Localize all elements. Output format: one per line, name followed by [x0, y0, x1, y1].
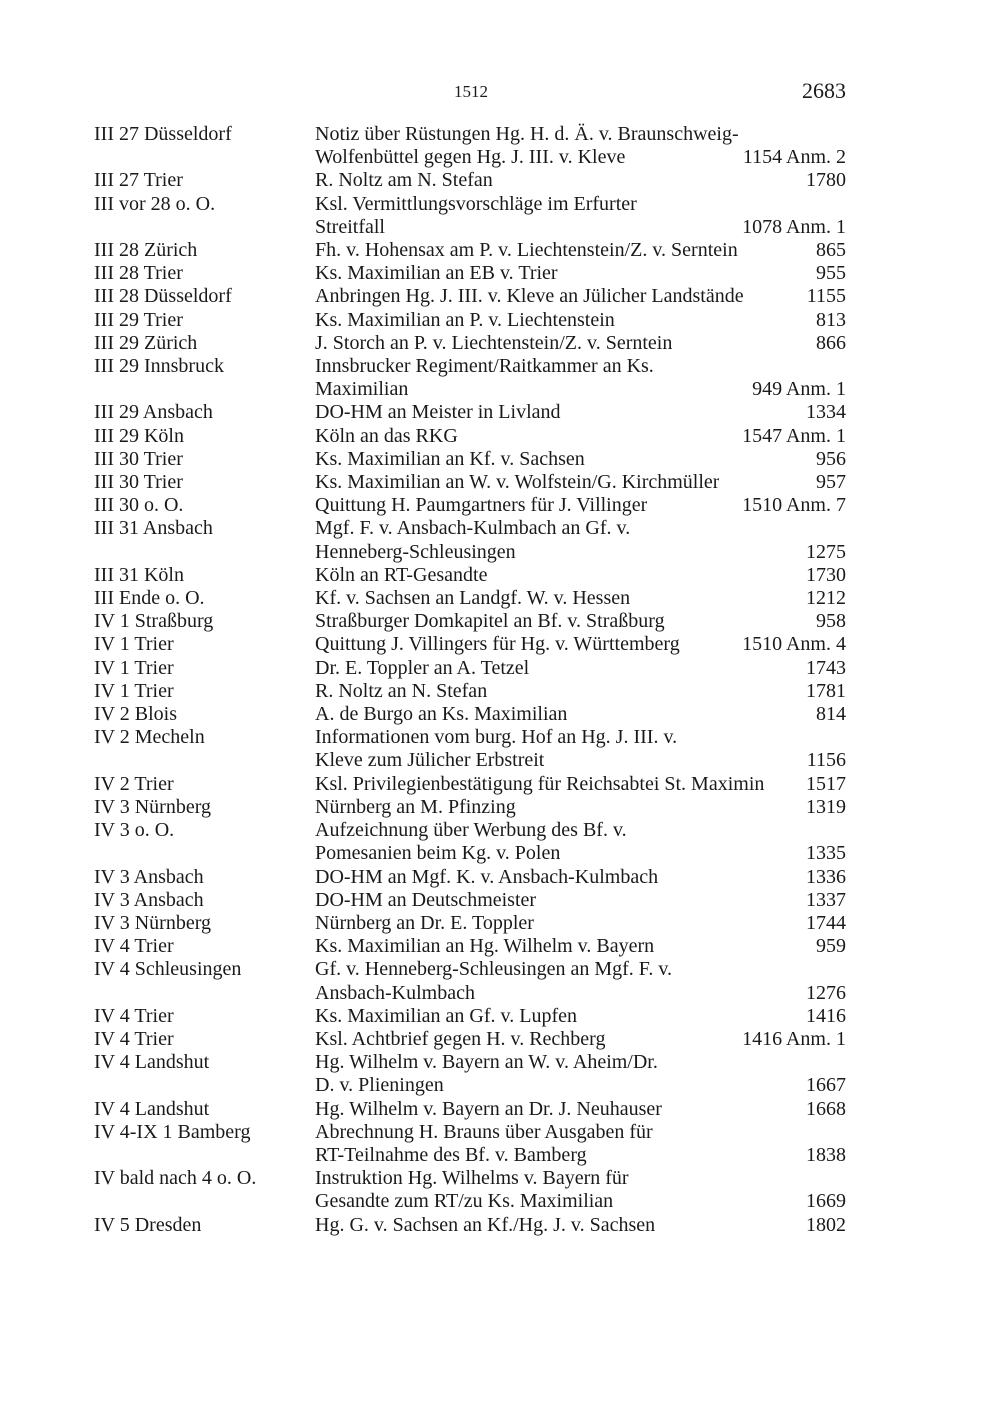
entry-date: III 29 Ansbach	[94, 401, 213, 424]
entry-date: III 30 o. O.	[94, 494, 184, 517]
entry-text: Ks. Maximilian an Hg. Wilhelm v. Bayern	[315, 935, 655, 958]
entry-date: IV 2 Mecheln	[94, 726, 205, 749]
register-entry	[94, 680, 846, 703]
entry-date: III 28 Zürich	[94, 239, 198, 262]
entry-text: Gf. v. Henneberg-Schleusingen an Mgf. F. v.	[315, 958, 673, 981]
entry-description-line	[315, 657, 846, 680]
entry-description-line	[315, 471, 846, 494]
entry-description-line	[315, 193, 846, 216]
entry-reference-number: 1743	[806, 656, 846, 679]
register-entry	[94, 889, 846, 912]
entry-date: IV 1 Trier	[94, 633, 174, 656]
entry-description	[315, 239, 846, 262]
entry-text: Quittung H. Paumgartners für J. Villinger	[315, 494, 648, 517]
register-entry	[94, 123, 846, 169]
register-entry	[94, 285, 846, 308]
entry-reference-number: 1510 Anm. 7	[742, 494, 846, 517]
entry-date: III Ende o. O.	[94, 587, 205, 610]
register-entry	[94, 471, 846, 494]
entry-reference-number: 1276	[806, 981, 846, 1004]
entry-description-line	[315, 494, 846, 517]
entry-date: IV 4 Trier	[94, 1004, 174, 1027]
register-entry	[94, 517, 846, 563]
entry-description	[315, 1051, 846, 1097]
register-entry	[94, 958, 846, 1004]
entry-description-line	[315, 773, 846, 796]
entry-description-line	[315, 1028, 846, 1051]
entry-description	[315, 262, 846, 285]
entry-description	[315, 796, 846, 819]
entry-reference-number: 865	[816, 239, 846, 262]
register-entry	[94, 401, 846, 424]
entry-reference-number: 1319	[806, 795, 846, 818]
entry-text: Kf. v. Sachsen an Landgf. W. v. Hessen	[315, 587, 631, 610]
entry-text: Nürnberg an M. Pfinzing	[315, 795, 516, 818]
entry-description	[315, 123, 846, 169]
register-entry	[94, 193, 846, 239]
entry-reference-number: 1416 Anm. 1	[742, 1027, 846, 1050]
entry-reference-number: 949 Anm. 1	[752, 378, 846, 401]
entry-description-line	[315, 355, 846, 378]
entry-description	[315, 285, 846, 308]
register-entry	[94, 587, 846, 610]
entry-date: IV 4-IX 1 Bamberg	[94, 1120, 251, 1143]
register-entry	[94, 1167, 846, 1213]
entry-description-line	[315, 889, 846, 912]
entry-reference-number: 1781	[806, 679, 846, 702]
register-entry	[94, 448, 846, 471]
register-entry	[94, 169, 846, 192]
register-entry	[94, 494, 846, 517]
entry-text: Dr. E. Toppler an A. Tetzel	[315, 656, 530, 679]
register-entry	[94, 703, 846, 726]
register-entry	[94, 819, 846, 865]
entry-reference-number: 1155	[806, 285, 846, 308]
register-entry	[94, 796, 846, 819]
entry-description	[315, 935, 846, 958]
entry-description-line	[315, 1098, 846, 1121]
register-entry	[94, 1098, 846, 1121]
entry-description	[315, 1098, 846, 1121]
entry-date: III 29 Köln	[94, 424, 184, 447]
entry-date: III 27 Düsseldorf	[94, 123, 232, 145]
entry-text: Hg. Wilhelm v. Bayern an Dr. J. Neuhauser	[315, 1097, 662, 1120]
entry-description	[315, 680, 846, 703]
entry-date: III vor 28 o. O.	[94, 192, 216, 215]
entry-description	[315, 889, 846, 912]
entry-text: Streitfall	[315, 215, 385, 238]
entry-description-line	[315, 216, 846, 239]
entry-date: III 30 Trier	[94, 471, 183, 494]
entry-description-line	[315, 982, 846, 1005]
register-entry	[94, 1028, 846, 1051]
entry-description-line	[315, 819, 846, 842]
entry-text: DO-HM an Deutschmeister	[315, 888, 537, 911]
entry-reference-number: 1668	[806, 1097, 846, 1120]
entry-date: III 28 Düsseldorf	[94, 285, 232, 308]
entry-description-line	[315, 146, 846, 169]
register-entry	[94, 425, 846, 448]
entry-text: Wolfenbüttel gegen Hg. J. III. v. Kleve	[315, 146, 626, 169]
entry-description	[315, 193, 846, 239]
entry-date: IV bald nach 4 o. O.	[94, 1167, 257, 1190]
entry-description-line	[315, 749, 846, 772]
entry-description	[315, 610, 846, 633]
entry-reference-number: 1510 Anm. 4	[742, 633, 846, 656]
entry-reference-number: 1730	[806, 563, 846, 586]
entry-description-line	[315, 1167, 846, 1190]
entry-text: DO-HM an Mgf. K. v. Ansbach-Kulmbach	[315, 865, 659, 888]
entry-description-line	[315, 564, 846, 587]
entry-description-line	[315, 169, 846, 192]
entry-description	[315, 1167, 846, 1213]
register-entry	[94, 1121, 846, 1167]
entry-date: III 29 Zürich	[94, 331, 198, 354]
entry-text: R. Noltz am N. Stefan	[315, 169, 493, 192]
entry-reference-number: 1838	[806, 1143, 846, 1166]
entry-description-line	[315, 262, 846, 285]
register-entry	[94, 773, 846, 796]
entry-date: IV 5 Dresden	[94, 1213, 202, 1236]
entry-reference-number: 1669	[806, 1190, 846, 1213]
entry-description-line	[315, 123, 846, 146]
entry-date: IV 1 Straßburg	[94, 610, 214, 633]
entry-text: Hg. G. v. Sachsen an Kf./Hg. J. v. Sachsen	[315, 1213, 656, 1236]
entry-reference-number: 1336	[806, 865, 846, 888]
register-entry	[94, 726, 846, 772]
entry-reference-number: 1275	[806, 540, 846, 563]
entry-text: Ks. Maximilian an W. v. Wolfstein/G. Kirchmüller	[315, 471, 720, 494]
entry-reference-number: 955	[816, 262, 846, 285]
page-number: 2683	[802, 78, 846, 103]
entry-date: III 29 Trier	[94, 308, 183, 331]
entry-date: III 29 Innsbruck	[94, 355, 224, 378]
entry-description-line	[315, 680, 846, 703]
entry-description-line	[315, 610, 846, 633]
register-entry	[94, 355, 846, 401]
entry-text: Abrechnung H. Brauns über Ausgaben für	[315, 1120, 653, 1143]
entry-text: Mgf. F. v. Ansbach-Kulmbach an Gf. v.	[315, 517, 631, 540]
entry-reference-number: 1517	[806, 772, 846, 795]
entry-reference-number: 1156	[806, 749, 846, 772]
entry-description-line	[315, 541, 846, 564]
entry-description	[315, 425, 846, 448]
entry-reference-number: 866	[816, 331, 846, 354]
entry-description-line	[315, 1051, 846, 1074]
entry-reference-number: 1334	[806, 401, 846, 424]
entry-reference-number: 1337	[806, 888, 846, 911]
entry-date: IV 3 o. O.	[94, 819, 175, 842]
register-entry	[94, 309, 846, 332]
entry-reference-number: 1212	[806, 587, 846, 610]
entry-description-line	[315, 1144, 846, 1167]
entry-date: IV 1 Trier	[94, 656, 174, 679]
entry-text: J. Storch an P. v. Liechtenstein/Z. v. Serntein	[315, 331, 673, 354]
entry-text: Instruktion Hg. Wilhelms v. Bayern für	[315, 1167, 629, 1190]
entry-description-line	[315, 239, 846, 262]
entry-date: III 31 Ansbach	[94, 517, 213, 540]
register-entry	[94, 1051, 846, 1097]
entry-description	[315, 657, 846, 680]
entry-text: Ansbach-Kulmbach	[315, 981, 475, 1004]
entry-reference-number: 814	[816, 703, 846, 726]
entry-date: IV 2 Trier	[94, 772, 174, 795]
entry-date: IV 3 Ansbach	[94, 865, 204, 888]
entry-description	[315, 494, 846, 517]
entry-reference-number: 956	[816, 447, 846, 470]
entry-date: IV 4 Schleusingen	[94, 958, 242, 981]
entry-text: Hg. Wilhelm v. Bayern an W. v. Aheim/Dr.	[315, 1051, 658, 1074]
entry-date: IV 3 Nürnberg	[94, 911, 212, 934]
entry-description-line	[315, 726, 846, 749]
entry-reference-number: 1667	[806, 1074, 846, 1097]
entry-text: Anbringen Hg. J. III. v. Kleve an Jülicher Landstände	[315, 285, 744, 308]
entry-date: IV 4 Trier	[94, 935, 174, 958]
entry-text: Ksl. Privilegienbestätigung für Reichsabtei St. Maximin	[315, 772, 765, 795]
entry-description	[315, 958, 846, 1004]
entry-description	[315, 471, 846, 494]
entry-date: III 31 Köln	[94, 563, 184, 586]
entry-description	[315, 1214, 846, 1237]
entry-description	[315, 1028, 846, 1051]
register-entry	[94, 657, 846, 680]
entry-text: Ks. Maximilian an Gf. v. Lupfen	[315, 1004, 577, 1027]
page-year: 1512	[454, 82, 488, 101]
entry-date: IV 4 Landshut	[94, 1097, 210, 1120]
entry-description-line	[315, 309, 846, 332]
entry-description-line	[315, 912, 846, 935]
entry-text: Henneberg-Schleusingen	[315, 540, 516, 563]
entry-description-line	[315, 517, 846, 540]
register-entry	[94, 866, 846, 889]
entry-description	[315, 1005, 846, 1028]
entry-description-line	[315, 332, 846, 355]
entry-reference-number: 1802	[806, 1213, 846, 1236]
entry-description-line	[315, 842, 846, 865]
entry-text: Ks. Maximilian an EB v. Trier	[315, 262, 558, 285]
entry-reference-number: 957	[816, 471, 846, 494]
entry-description-line	[315, 285, 846, 308]
entry-description-line	[315, 958, 846, 981]
register-entry	[94, 564, 846, 587]
entry-text: Ksl. Vermittlungsvorschläge im Erfurter	[315, 192, 637, 215]
entry-reference-number: 958	[816, 610, 846, 633]
entry-description	[315, 355, 846, 401]
entry-text: Straßburger Domkapitel an Bf. v. Straßburg	[315, 610, 665, 633]
register-entry	[94, 239, 846, 262]
entry-text: Gesandte zum RT/zu Ks. Maximilian	[315, 1190, 614, 1213]
entry-description	[315, 332, 846, 355]
entry-description-line	[315, 1190, 846, 1213]
entry-description-line	[315, 587, 846, 610]
entry-text: Innsbrucker Regiment/Raitkammer an Ks.	[315, 355, 654, 378]
entry-description	[315, 703, 846, 726]
entry-text: R. Noltz an N. Stefan	[315, 679, 488, 702]
register-entry	[94, 1005, 846, 1028]
entry-reference-number: 1154 Anm. 2	[742, 146, 846, 169]
entry-text: A. de Burgo an Ks. Maximilian	[315, 703, 568, 726]
entry-description	[315, 866, 846, 889]
entry-text: Maximilian	[315, 378, 409, 401]
register-entry	[94, 912, 846, 935]
entry-reference-number: 813	[816, 308, 846, 331]
entry-text: Kleve zum Jülicher Erbstreit	[315, 749, 545, 772]
entry-text: DO-HM an Meister in Livland	[315, 401, 561, 424]
entry-text: D. v. Plieningen	[315, 1074, 444, 1097]
register-entry	[94, 262, 846, 285]
entry-text: Ks. Maximilian an P. v. Liechtenstein	[315, 308, 615, 331]
entry-reference-number: 959	[816, 935, 846, 958]
entry-description-line	[315, 703, 846, 726]
entry-description-line	[315, 1214, 846, 1237]
register-entry	[94, 610, 846, 633]
entry-description-line	[315, 448, 846, 471]
entry-description	[315, 773, 846, 796]
entry-description	[315, 401, 846, 424]
entry-date: IV 1 Trier	[94, 679, 174, 702]
entry-date: IV 2 Blois	[94, 703, 177, 726]
entry-text: Köln an RT-Gesandte	[315, 563, 488, 586]
entry-description	[315, 726, 846, 772]
entry-description	[315, 587, 846, 610]
entry-date: IV 4 Trier	[94, 1027, 174, 1050]
register-list	[94, 123, 846, 1237]
entry-date: III 27 Trier	[94, 169, 183, 192]
entry-description	[315, 819, 846, 865]
entry-text: RT-Teilnahme des Bf. v. Bamberg	[315, 1143, 587, 1166]
entry-text: Fh. v. Hohensax am P. v. Liechtenstein/Z. v. Serntein	[315, 239, 738, 262]
entry-description-line	[315, 1074, 846, 1097]
entry-description-line	[315, 378, 846, 401]
entry-description	[315, 309, 846, 332]
entry-text: Quittung J. Villingers für Hg. v. Württemberg	[315, 633, 680, 656]
entry-text: Aufzeichnung über Werbung des Bf. v.	[315, 819, 627, 842]
entry-text: Nürnberg an Dr. E. Toppler	[315, 911, 534, 934]
entry-description-line	[315, 866, 846, 889]
entry-text: Köln an das RKG	[315, 424, 458, 447]
entry-text: Notiz über Rüstungen Hg. H. d. Ä. v. Braunschweig-	[315, 123, 739, 145]
entry-description	[315, 564, 846, 587]
entry-description-line	[315, 1005, 846, 1028]
entry-date: IV 3 Ansbach	[94, 888, 204, 911]
entry-text: Pomesanien beim Kg. v. Polen	[315, 842, 561, 865]
entry-description	[315, 517, 846, 563]
entry-text: Informationen vom burg. Hof an Hg. J. III. v.	[315, 726, 678, 749]
entry-description-line	[315, 796, 846, 819]
entry-reference-number: 1078 Anm. 1	[742, 215, 846, 238]
entry-description	[315, 448, 846, 471]
entry-reference-number: 1547 Anm. 1	[742, 424, 846, 447]
entry-description	[315, 912, 846, 935]
entry-description-line	[315, 935, 846, 958]
entry-reference-number: 1335	[806, 842, 846, 865]
entry-text: Ks. Maximilian an Kf. v. Sachsen	[315, 447, 585, 470]
entry-reference-number: 1780	[806, 169, 846, 192]
entry-reference-number: 1416	[806, 1004, 846, 1027]
register-entry	[94, 633, 846, 656]
register-entry	[94, 332, 846, 355]
entry-description	[315, 1121, 846, 1167]
entry-date: IV 3 Nürnberg	[94, 795, 212, 818]
entry-description-line	[315, 1121, 846, 1144]
entry-description-line	[315, 401, 846, 424]
register-entry	[94, 935, 846, 958]
entry-description-line	[315, 633, 846, 656]
entry-text: Ksl. Achtbrief gegen H. v. Rechberg	[315, 1027, 606, 1050]
entry-description-line	[315, 425, 846, 448]
entry-description	[315, 633, 846, 656]
entry-reference-number: 1744	[806, 911, 846, 934]
entry-description	[315, 169, 846, 192]
entry-date: III 28 Trier	[94, 262, 183, 285]
register-entry	[94, 1214, 846, 1237]
entry-date: IV 4 Landshut	[94, 1051, 210, 1074]
entry-date: III 30 Trier	[94, 447, 183, 470]
